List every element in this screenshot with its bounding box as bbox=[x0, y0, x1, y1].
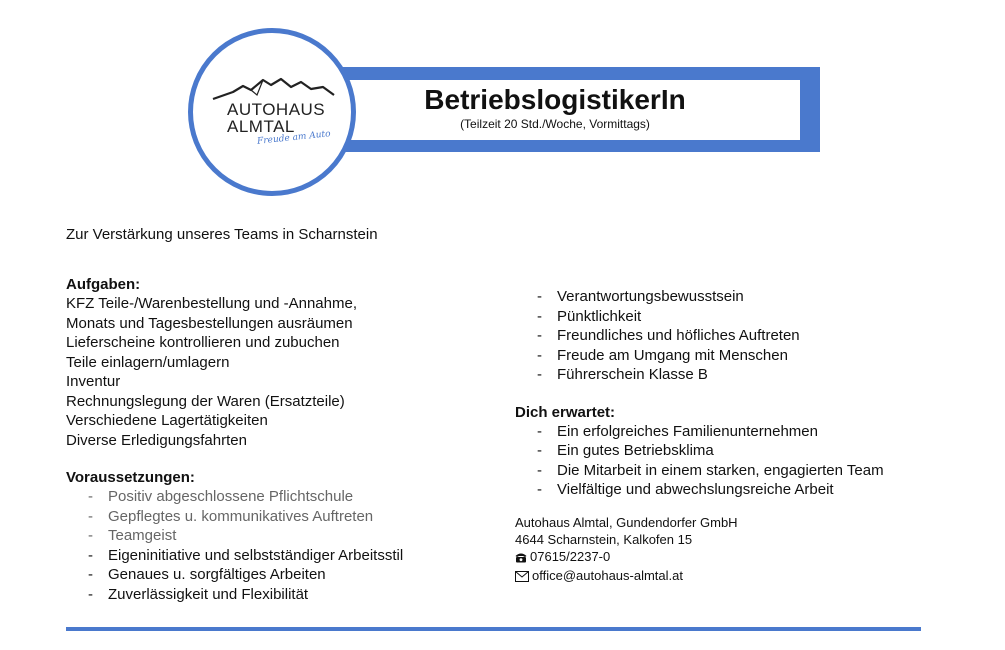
intro-text: Zur Verstärkung unseres Teams in Scharnstein bbox=[66, 226, 378, 243]
job-title: BetriebslogistikerIn bbox=[424, 84, 686, 115]
offer-item: - Vielfältige und abwechslungsreiche Arbeit bbox=[515, 480, 895, 500]
task-item: Diverse Erledigungsfahrten bbox=[66, 431, 247, 449]
company-logo bbox=[188, 28, 356, 196]
company-address: 4644 Scharnstein, Kalkofen 15 bbox=[515, 531, 693, 547]
task-item: Teile einlagern/umlagern bbox=[66, 353, 230, 371]
offer-list bbox=[515, 422, 895, 500]
requirement-item: - Teamgeist bbox=[66, 526, 496, 546]
tasks-heading: Aufgaben: bbox=[66, 276, 141, 293]
requirements-continued-list bbox=[515, 287, 935, 385]
phone-icon bbox=[515, 550, 527, 567]
company-name: Autohaus Almtal, Gundendorfer GmbH bbox=[515, 514, 738, 530]
envelope-icon bbox=[515, 569, 529, 586]
offer-heading: Dich erwartet: bbox=[515, 403, 616, 421]
requirement-item: - Zuverlässigkeit und Flexibilität bbox=[66, 585, 496, 605]
task-item: Inventur bbox=[66, 373, 121, 390]
requirement-item: - Gepflegtes u. kommunikatives Auftreten bbox=[66, 507, 496, 527]
requirement-item: - Verantwortungsbewusstsein bbox=[515, 287, 935, 307]
task-item: Lieferscheine kontrollieren und zubuchen bbox=[66, 334, 340, 351]
requirement-item: - Eigeninitiative und selbstständiger Arbeitsstil bbox=[66, 546, 496, 566]
logo-line-1: AUTOHAUS bbox=[227, 100, 326, 119]
logo-slogan: Freude am Auto bbox=[256, 129, 332, 147]
right-column bbox=[515, 287, 935, 586]
task-item: Rechnungslegung der Waren (Ersatzteile) bbox=[66, 392, 345, 410]
requirement-item: - Positiv abgeschlossene Pflichtschule bbox=[66, 487, 496, 507]
requirements-heading: Voraussetzungen: bbox=[66, 469, 195, 486]
title-box bbox=[310, 80, 800, 140]
task-item: Monats und Tagesbestellungen ausräumen bbox=[66, 314, 353, 332]
requirement-item: - Pünktlichkeit bbox=[515, 307, 935, 327]
offer-item: - Ein gutes Betriebsklima bbox=[515, 441, 895, 461]
requirement-item: - Führerschein Klasse B bbox=[515, 365, 935, 385]
logo-line-2: ALMTAL bbox=[227, 117, 295, 136]
contact-block bbox=[515, 514, 935, 586]
phone-number[interactable]: 07615/2237-0 bbox=[530, 548, 611, 564]
left-column bbox=[66, 275, 496, 604]
mountain-icon bbox=[211, 75, 336, 101]
email-row bbox=[515, 567, 935, 586]
task-item: Verschiedene Lagertätigkeiten bbox=[66, 412, 268, 429]
offer-item: - Ein erfolgreiches Familienunternehmen bbox=[515, 422, 895, 442]
requirement-item: - Freundliches und höfliches Auftreten bbox=[515, 326, 935, 346]
requirements-list bbox=[66, 487, 496, 604]
phone-row bbox=[515, 548, 935, 567]
tasks-list bbox=[66, 294, 496, 450]
email-address[interactable]: office@autohaus-almtal.at bbox=[532, 567, 683, 583]
offer-item: - Die Mitarbeit in einem starken, engagierten Team bbox=[515, 461, 895, 481]
job-subtitle: (Teilzeit 20 Std./Woche, Vormittags) bbox=[460, 117, 650, 131]
footer-divider bbox=[66, 627, 921, 631]
requirement-item: - Freude am Umgang mit Menschen bbox=[515, 346, 935, 366]
requirement-item: - Genaues u. sorgfältiges Arbeiten bbox=[66, 565, 496, 585]
task-item: KFZ Teile-/Warenbestellung und -Annahme, bbox=[66, 295, 357, 312]
